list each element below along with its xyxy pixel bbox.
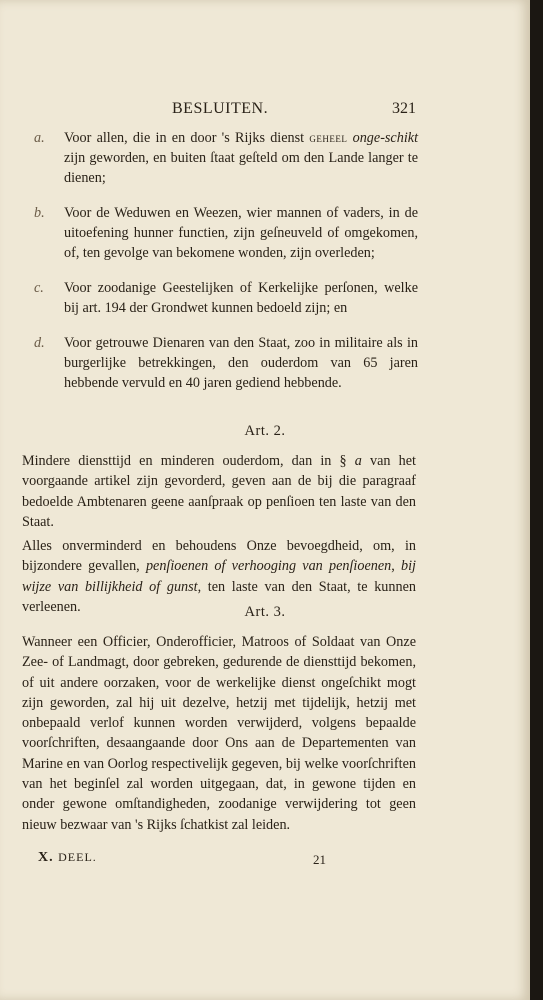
item-text (64, 128, 418, 188)
item-letter: d. (34, 335, 45, 351)
article-2-heading: Art. 2. (244, 423, 286, 439)
text-run: Voor de Weduwen en Weezen, wier mannen of vaders, in de uitoefening hunner functien, zijn geſneuveld of omgekomen, of, ten gevolge van bekomene wonden, zijn overleden; (64, 205, 418, 261)
list-item (34, 278, 418, 318)
volume-mark (38, 850, 97, 866)
text-run: Mindere diensttijd en minderen ouderdom, dan in § (22, 453, 355, 469)
italic-text: onge-schikt (352, 130, 419, 146)
text-run: Voor zoodanige Geestelijken of Kerkelijke perſonen, welke bij art. 194 der Grondwet kunnen bedoeld zijn; en (64, 280, 418, 316)
volume-number: X. (38, 850, 54, 865)
running-title: BESLUITEN. (172, 100, 269, 117)
text-run: Wanneer een Officier, Onderofficier, Matroos of Soldaat van Onze Zee- of Landmagt, door gebreken, gedurende de diensttijd bekomen, of uit andere oorzaken, voor de werkelijke dienst ongeſchikt mogt zijn geworden, zal hij uit dezelve, hetzij met tijdelijk, hetzij met onbepaald verlof kunnen worden verwijderd, volgens bepaalde voorſchriften, desaangaande door Ons aan de Departementen van Marine en van Oorlog respectivelijk gegeven, bij welke voorſchriften van het beginſel zal worden uitgegaan, dat, in gewone tijden en onder gewone omſtandigheden, zoodanige verwijdering tot geen nieuw bezwaar van 's Rijks ſchatkist zal leiden. (22, 634, 416, 833)
text-run: zijn geworden, en buiten ſtaat geſteld om den Lande langer te dienen; (64, 150, 418, 186)
article-2-paragraph-1 (22, 451, 416, 532)
list-item (34, 203, 418, 263)
article-3-heading: Art. 3. (244, 604, 286, 620)
text-run: , (391, 558, 402, 575)
item-letter: b. (34, 205, 45, 221)
page-edge-shadow (530, 0, 543, 1000)
italic-text: penſioenen of verhooging van penſioenen (145, 558, 392, 575)
article-3-paragraph-1 (22, 632, 416, 835)
signature-mark: 21 (313, 852, 326, 867)
text-run: Voor allen, die in en door 's Rijks dienst (64, 130, 310, 146)
list-item (34, 333, 418, 393)
text-run: Alles onverminderd en behoudens Onze bevoegdheid, om, in bijzondere gevallen, (22, 538, 416, 575)
list-item (34, 128, 418, 188)
article-1-items (34, 128, 418, 408)
item-letter: c. (34, 280, 44, 296)
item-text (64, 333, 418, 393)
small-caps-text: geheel (309, 131, 348, 145)
italic-text: a (354, 453, 362, 469)
item-letter: a. (34, 130, 45, 146)
text-run: van het voorgaande artikel zijn gevorderd, geven aan de bij die paragraaf bedoelde Ambtenaren geene aanſpraak op penſioen ten laste van den Staat. (22, 453, 416, 530)
item-text (64, 203, 418, 263)
italic-text: bij wijze van billijkheid of gunst (22, 558, 416, 595)
running-header (0, 100, 530, 120)
item-text (64, 278, 418, 318)
page-number: 321 (392, 100, 416, 117)
text-run: Voor getrouwe Dienaren van den Staat, zoo in militaire als in burgerlijke betrekkingen, den ouderdom van 65 jaren hebbende vervuld en 40 jaren gediend hebbende. (64, 335, 418, 391)
volume-word: DEEL. (58, 850, 97, 864)
text-run: , ten laste van den Staat, te kunnen verleenen. (22, 578, 416, 615)
